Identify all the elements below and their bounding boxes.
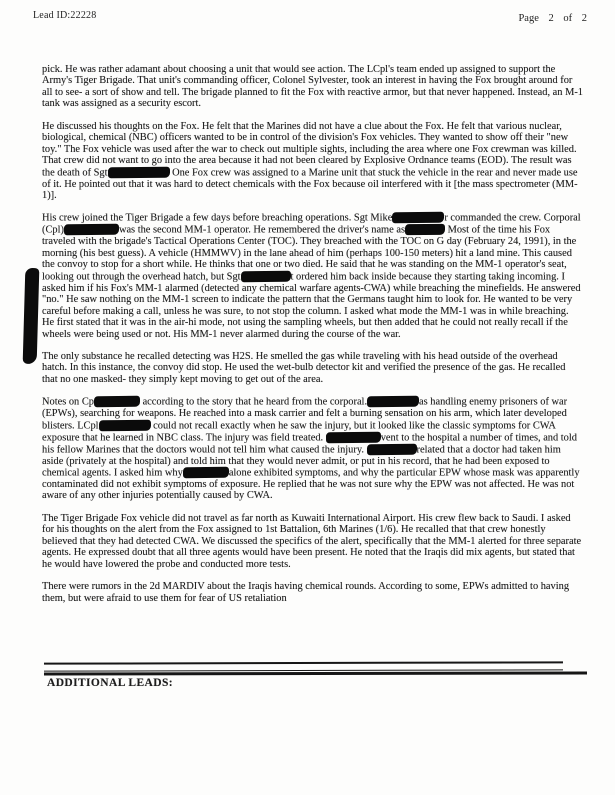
redaction-bar	[64, 224, 119, 235]
redaction-bar	[366, 443, 416, 454]
paragraph: His crew joined the Tiger Brigade a few days before breaching operations. Sgt Mike r commanded the crew. Corporal (Cpl) was the second MM-1 operator. He remembered the driver's name as Most of the time his Fox traveled with the brigade's Tactical Operations Center (TOC). They breached with the TOC on G day (February 24, 1991), in the morning (his best guess). A vehicle (HMMWV) in the lane ahead of him (perhaps 100-150 meters) hit a land mine. This caused the convoy to stop for a short while. He thinks that one or two died. He said that he was standing on the MM-1 operator's seat, looking out through the overhead hatch, but Sgt t ordered him back inside because they starting taking incoming. I asked him if his Fox's MM-1 alarmed (detected any chemical warfare agents-CWA) while breaching the minefields. He answered "no." He saw nothing on the MM-1 screen to indicate the pattern that the Germans taught him to look for. He wanted to be very careful before making a call, unless he was sure, to not stop the column. I asked what mode the MM-1 was in while breaching. He first stated that it was in the air-hi mode, not using the sampling wheels, but then added that he could not really recall if the wheels were being used or not. His MM-1 never alarmed during the course of the war.	[42, 212, 581, 340]
lead-id-label: Lead ID:22228	[33, 10, 97, 21]
additional-leads-heading: ADDITIONAL LEADS:	[47, 677, 173, 689]
redaction-bar	[94, 396, 140, 407]
redaction-bar	[367, 396, 419, 407]
page-number-label: Page 2 of 2	[518, 13, 587, 24]
redaction-bar	[107, 166, 169, 177]
document-body	[42, 64, 583, 615]
redaction-bar	[183, 467, 229, 478]
separator-double-line	[44, 661, 563, 671]
redaction-bar	[405, 224, 445, 235]
paragraph: Notes on Cp according to the story that he heard from the corporal. as handling enemy prisoners of war (EPWs), searching for weapons. He reached into a mask carrier and felt a burning sensation on his arm, which later developed blisters. LCpl could not recall exactly when he saw the injury, but it looked like the classic symptoms for CWA exposure that he learned in NBC class. The injury was field treated. vent to the hospital a number of times, and told his fellow Marines that the doctors would not tell him what caused the injury. related that a doctor had taken him aside (privately at the hospital) and told him that they would never admit, or put in his record, that he had been exposed to chemical agents. I asked him why alone exhibited symptoms, and why the particular EPW whose mask was apparently contaminated did not exhibit symptoms of exposure. He replied that he was not sure why the EPW was not affected. He was not aware of any other injuries potentially caused by CWA.	[42, 396, 580, 502]
redaction-bar	[326, 431, 381, 442]
paragraph: He discussed his thoughts on the Fox. He felt that the Marines did not have a clue about the Fox. He felt that various nuclear, biological, chemical (NBC) officers wanted to be in control of the division's Fox vehicles. They wanted to show off their "new toy." The Fox vehicle was used after the war to check out multiple sights, including the area where one Fox crewman was killed. That crew did not want to go into the area because it had not been cleared by Explosive Ordnance teams (EOD). The result was the death of Sgt One Fox crew was assigned to a Marine unit that stuck the vehicle in the rear and never made use of it. He pointed out that it was hard to detect chemicals with the Fox because oil interfered with it [the mass spectrometer (MM-1)].	[42, 120, 578, 202]
paragraph: The Tiger Brigade Fox vehicle did not travel as far north as Kuwaiti International Airport. His crew flew back to Saudi. I asked for his thoughts on the alert from the Fox assigned to 1st Battalion, 6th Marines (1/6). He recalled that that crew honestly believed that they had detected CWA. We discussed the specifics of the alert, specifically that the MM-1 alerted for three separate agents. He expressed doubt that all three agents would have been present. He noted that the Iraqis did mix agents, but stated that he would have lowered the probe and conducted more tests.	[42, 512, 582, 570]
redaction-bar	[240, 270, 290, 281]
paragraph: There were rumors in the 2d MARDIV about the Iraqis having chemical rounds. According to some, EPWs admitted to having them, but were afraid to use them for fear of US retaliation	[42, 581, 570, 604]
separator-thick-line	[44, 672, 587, 675]
redaction-bar	[99, 419, 151, 430]
paragraph: The only substance he recalled detecting was H2S. He smelled the gas while traveling with his head outside of the overhead hatch. In this instance, the convoy did stop. He used the wet-bulb detector kit and verified the presence of the gas. He recalled that no one masked- they simply kept moving to get out of the area.	[42, 350, 566, 385]
redaction-bar	[392, 212, 444, 223]
paragraph: pick. He was rather adamant about choosing a unit that would see action. The LCpl's team ended up assigned to support the Army's Tiger Brigade. That unit's commanding officer, Colonel Sylvester, took an interest in having the Fox brought around for all to see- a sort of show and tell. The brigade planned to fit the Fox with reactive armor, but that never happened. Instead, an M-1 tank was assigned as a security escort.	[42, 64, 583, 110]
margin-redaction-mark	[23, 268, 40, 364]
